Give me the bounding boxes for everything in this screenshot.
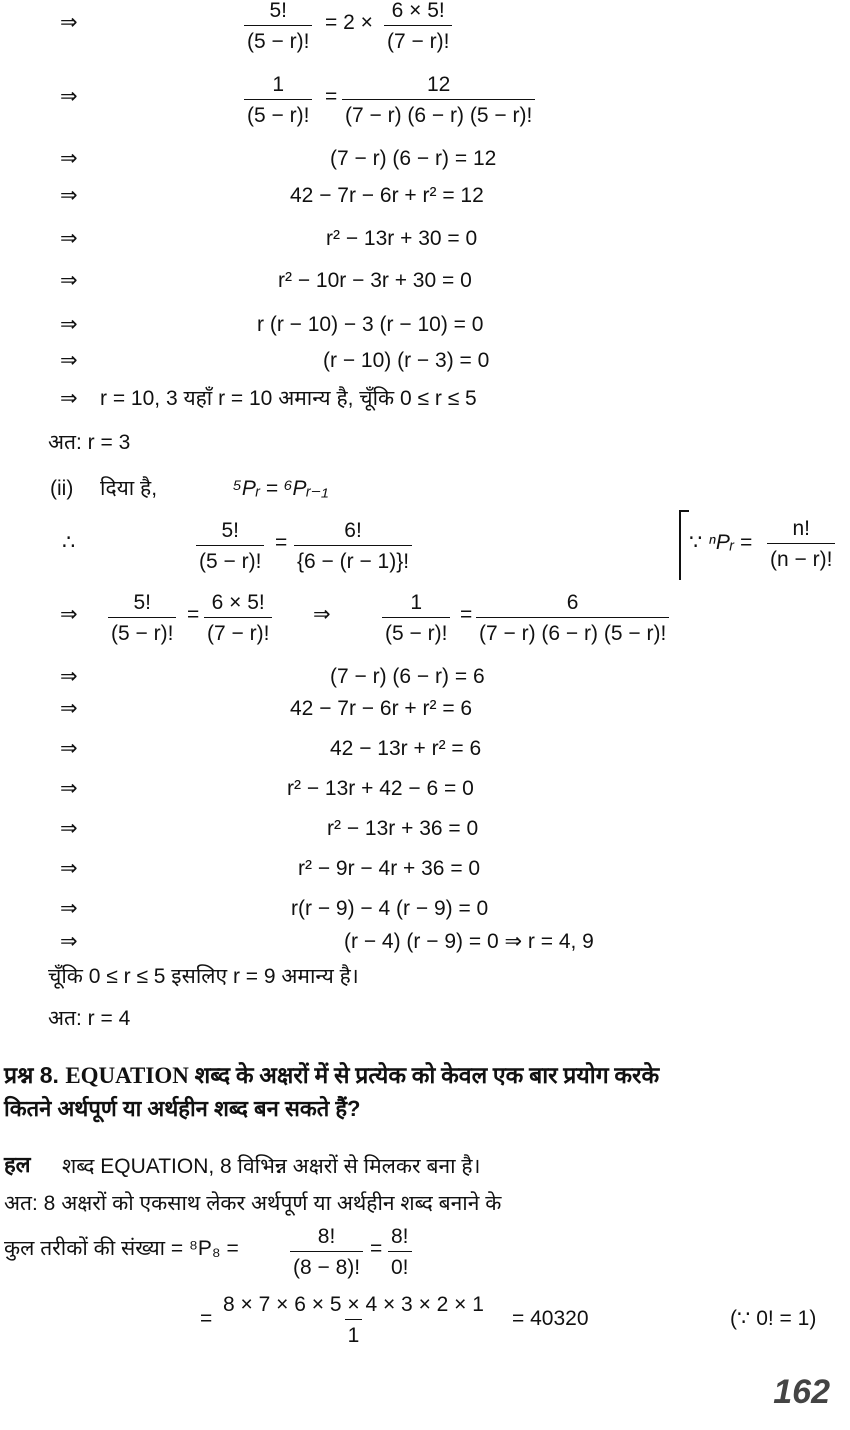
solution-text: अत: 8 अक्षरों को एकसाथ लेकर अर्थपूर्ण या अर्थहीन शब्द बनाने के: [4, 1192, 502, 1215]
implies-arrow: ⇒: [60, 313, 78, 336]
question-line: [4, 1064, 659, 1087]
implies-arrow: ⇒: [60, 857, 78, 880]
equation-line: r² − 9r − 4r + 36 = 0: [298, 857, 481, 880]
implies-arrow: ⇒: [313, 603, 331, 626]
operator: =: [325, 85, 338, 108]
operator: = 2 ×: [325, 11, 373, 34]
fraction: $\frac{8!}{(8 - 8)!}$: [290, 1226, 363, 1278]
fraction: $\frac{6 \times 5!}{(7 - r)!}$: [384, 0, 452, 52]
implies-arrow: ⇒: [60, 817, 78, 840]
fraction: $\frac{8 \times 7 \times 6 \times 5 \times 4 \times 3 \times 2 \times 1}{1}$: [223, 1293, 484, 1347]
formula-bracket: [679, 510, 850, 580]
operator: =: [370, 1237, 383, 1260]
question-text: कितने अर्थपूर्ण या अर्थहीन शब्द बन सकते हैं?: [4, 1096, 361, 1121]
implies-arrow: ⇒: [60, 349, 78, 372]
operator: =: [187, 603, 200, 626]
implies-arrow: ⇒: [60, 147, 78, 170]
equation-line: r² − 13r + 36 = 0: [327, 817, 479, 840]
equation-line: 42 − 13r + r² = 6: [330, 737, 482, 760]
solution-text: शब्द EQUATION, 8 विभिन्न अक्षरों से मिलकर बना है।: [62, 1155, 481, 1178]
result-text: अत: r = 3: [48, 431, 131, 454]
solution-label: हल: [4, 1152, 31, 1177]
implies-arrow: ⇒: [60, 603, 78, 626]
equation-line: r² − 13r + 42 − 6 = 0: [287, 777, 474, 800]
conclusion-text: चूँकि 0 ≤ r ≤ 5 इसलिए r = 9 अमान्य है।: [48, 965, 359, 988]
fraction: $\frac{1}{(5 - r)!}$: [244, 74, 312, 126]
fraction: $\frac{8!}{0!}$: [388, 1226, 412, 1278]
implies-arrow: ⇒: [60, 697, 78, 720]
equation-line: 42 − 7r − 6r + r² = 12: [290, 184, 484, 207]
fraction: $\frac{6!}{\{6 - (r - 1)\}!}$: [294, 520, 412, 572]
equation-line: (7 − r) (6 − r) = 6: [330, 665, 485, 688]
implies-arrow: ⇒: [60, 184, 78, 207]
given-equation: ⁵Pᵣ = ⁶Pᵣ₋₁: [233, 477, 329, 500]
fraction: $\frac{5!}{(5 - r)!}$: [244, 0, 312, 52]
equation-line: (r − 10) (r − 3) = 0: [323, 349, 490, 372]
question-label: प्रश्न 8.: [4, 1062, 59, 1088]
equation-line: 42 − 7r − 6r + r² = 6: [290, 697, 473, 720]
fraction: $\frac{12}{(7 - r) (6 - r) (5 - r)!}$: [342, 74, 535, 126]
implies-arrow: ⇒: [60, 85, 78, 108]
given-label: दिया है,: [100, 477, 158, 500]
part-label: (ii): [50, 477, 74, 500]
operator: =: [275, 531, 288, 554]
implies-arrow: ⇒: [60, 665, 78, 688]
fraction: $\frac{n!}{(n - r)!}$: [767, 518, 835, 570]
equation-line: r² − 10r − 3r + 30 = 0: [278, 269, 472, 292]
implies-arrow: ⇒: [60, 11, 78, 34]
fraction: $\frac{6 \times 5!}{(7 - r)!}$: [204, 592, 272, 644]
operator: =: [460, 603, 473, 626]
fraction: $\frac{5!}{(5 - r)!}$: [108, 592, 176, 644]
question-text: EQUATION शब्द के अक्षरों में से प्रत्येक को केवल एक बार प्रयोग करके: [65, 1063, 660, 1088]
fraction: $\frac{1}{(5 - r)!}$: [382, 592, 450, 644]
implies-arrow: ⇒: [60, 227, 78, 250]
fraction: $\frac{5!}{(5 - r)!}$: [196, 520, 264, 572]
implies-arrow: ⇒: [60, 387, 78, 410]
operator: =: [200, 1307, 213, 1330]
page-number: 162: [773, 1373, 830, 1411]
footnote: (∵ 0! = 1): [730, 1307, 817, 1330]
result-text: अत: r = 4: [48, 1007, 131, 1030]
result-value: = 40320: [512, 1307, 589, 1330]
formula-lhs: ∵ ⁿPᵣ =: [689, 531, 752, 554]
solution-text: कुल तरीकों की संख्या = ⁸P₈ =: [4, 1237, 239, 1260]
equation-line: r² − 13r + 30 = 0: [326, 227, 478, 250]
equation-line: (7 − r) (6 − r) = 12: [330, 147, 497, 170]
implies-arrow: ⇒: [60, 930, 78, 953]
equation-line: (r − 4) (r − 9) = 0 ⇒ r = 4, 9: [344, 930, 594, 953]
implies-arrow: ⇒: [60, 737, 78, 760]
equation-line: r(r − 9) − 4 (r − 9) = 0: [291, 897, 489, 920]
conclusion-text: r = 10, 3 यहाँ r = 10 अमान्य है, चूँकि 0 ≤ r ≤ 5: [100, 387, 477, 410]
equation-line: r (r − 10) − 3 (r − 10) = 0: [257, 313, 484, 336]
fraction: $\frac{6}{(7 - r) (6 - r) (5 - r)!}$: [476, 592, 669, 644]
implies-arrow: ⇒: [60, 269, 78, 292]
therefore-symbol: ∴: [62, 531, 76, 554]
implies-arrow: ⇒: [60, 777, 78, 800]
implies-arrow: ⇒: [60, 897, 78, 920]
